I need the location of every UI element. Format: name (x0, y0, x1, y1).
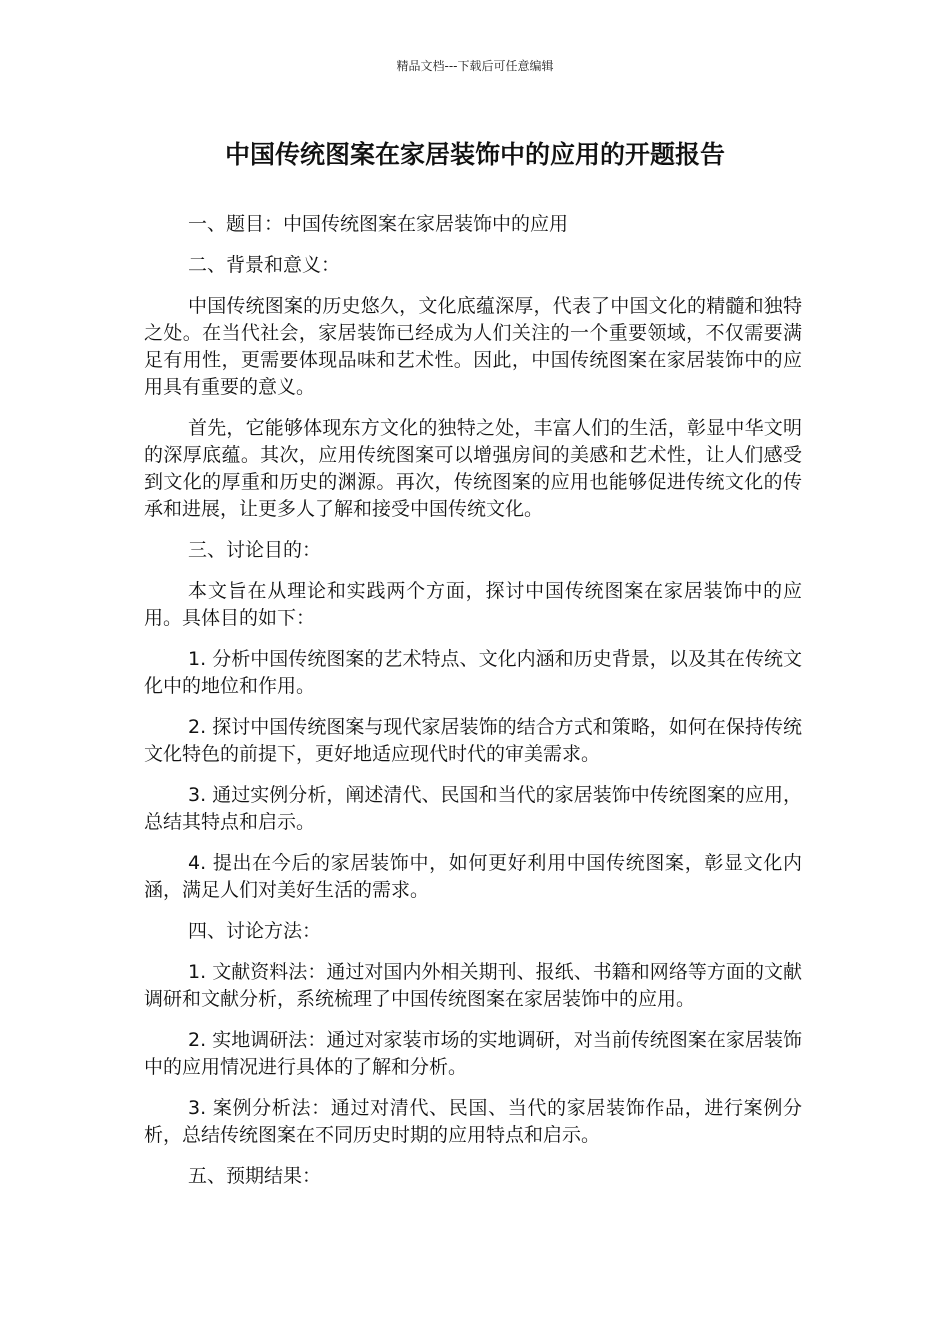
body-paragraph: 中国传统图案的历史悠久，文化底蕴深厚，代表了中国文化的精髓和独特之处。在当代社会，家居装饰已经成为人们关注的一个重要领域，不仅需要满足有用性，更需要体现品味和艺术性。因此，中国传统图案在家居装饰中的应用具有重要的意义。 (144, 295, 802, 398)
list-item: 3. 通过实例分析，阐述清代、民国和当代的家居装饰中传统图案的应用，总结其特点和启示。 (144, 784, 802, 833)
body-paragraph: 首先，它能够体现东方文化的独特之处，丰富人们的生活，彰显中华文明的深厚底蕴。其次，应用传统图案可以增强房间的美感和艺术性，让人们感受到文化的厚重和历史的渊源。再次，传统图案的应用也能够促进传统文化的传承和进展，让更多人了解和接受中国传统文化。 (144, 417, 802, 520)
header-note: 精品文档---下载后可任意编辑 (396, 59, 554, 73)
section-heading-purpose: 三、讨论目的： (188, 539, 322, 561)
document-title: 中国传统图案在家居装饰中的应用的开题报告 (224, 140, 725, 169)
section-heading-topic: 一、题目：中国传统图案在家居装饰中的应用 (188, 213, 569, 235)
section-heading-expected-results: 五、预期结果： (188, 1165, 322, 1187)
section-heading-methods: 四、讨论方法： (188, 920, 322, 942)
section-heading-background: 二、背景和意义： (188, 254, 341, 276)
list-item: 1. 分析中国传统图案的艺术特点、文化内涵和历史背景，以及其在传统文化中的地位和作用。 (144, 648, 802, 697)
document-body (144, 211, 802, 1204)
body-paragraph: 本文旨在从理论和实践两个方面，探讨中国传统图案在家居装饰中的应用。具体目的如下： (144, 580, 802, 629)
list-item: 2. 探讨中国传统图案与现代家居装饰的结合方式和策略，如何在保持传统文化特色的前提下，更好地适应现代时代的审美需求。 (144, 716, 802, 765)
list-item: 2. 实地调研法：通过对家装市场的实地调研，对当前传统图案在家居装饰中的应用情况进行具体的了解和分析。 (144, 1029, 802, 1078)
list-item: 1. 文献资料法：通过对国内外相关期刊、报纸、书籍和网络等方面的文献调研和文献分析，系统梳理了中国传统图案在家居装饰中的应用。 (144, 961, 802, 1010)
list-item: 3. 案例分析法：通过对清代、民国、当代的家居装饰作品，进行案例分析，总结传统图案在不同历史时期的应用特点和启示。 (144, 1097, 802, 1146)
list-item: 4. 提出在今后的家居装饰中，如何更好利用中国传统图案，彰显文化内涵，满足人们对美好生活的需求。 (144, 852, 802, 901)
